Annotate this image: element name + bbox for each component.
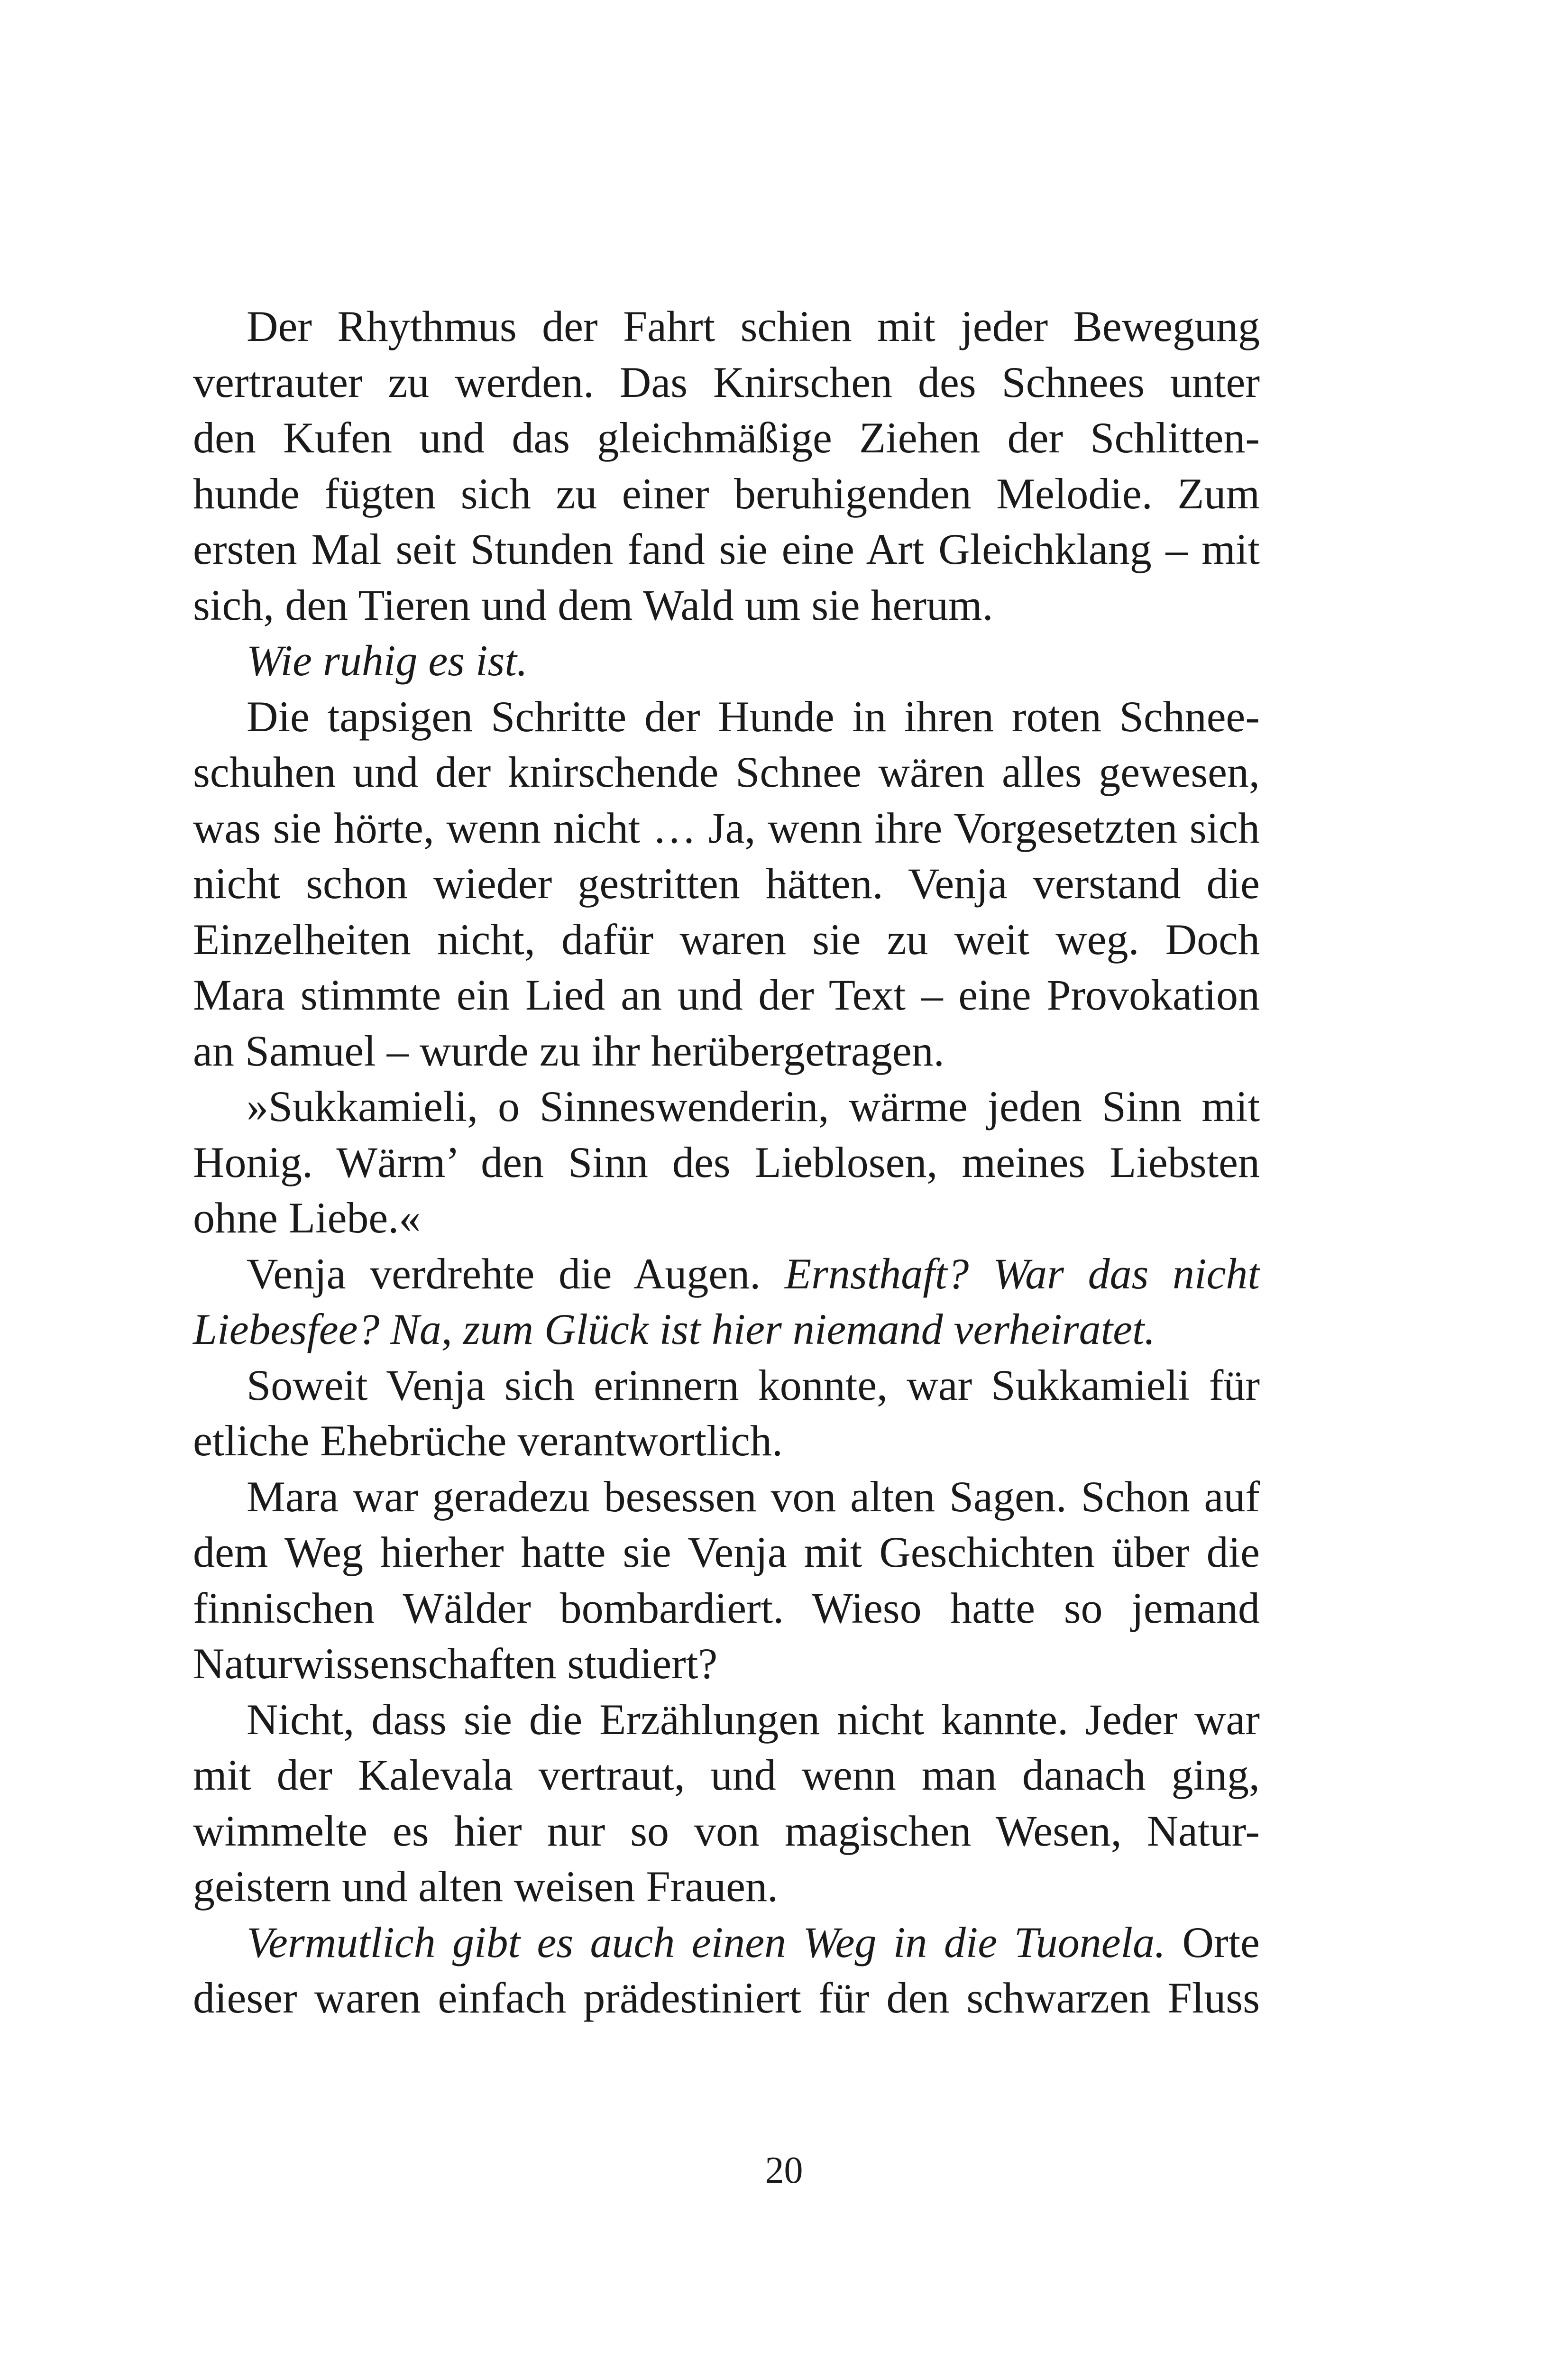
text-line: Die tapsigen Schritte der Hunde in ihren roten Schnee- (247, 692, 1260, 741)
text-line: dem Weg hierher hatte sie Venja mit Geschichten über die (193, 1528, 1260, 1576)
text-line (193, 1915, 1260, 1971)
text-line: ohne Liebe.« (193, 1194, 421, 1242)
paragraph (193, 1246, 1260, 1358)
text-line (193, 633, 1260, 689)
text-line: Naturwissenschaften studiert? (193, 1639, 718, 1688)
paragraph (193, 1469, 1260, 1692)
paragraph (193, 689, 1260, 1079)
page-number: 20 (765, 2150, 803, 2191)
text-line: wimmelte es hier nur so von magischen Wesen, Natur- (193, 1806, 1260, 1855)
text-line: Der Rhythmus der Fahrt schien mit jeder Bewegung (247, 302, 1260, 350)
paragraph (193, 1915, 1260, 2026)
body-text (193, 299, 1260, 2026)
paragraph (193, 1358, 1260, 1469)
text-line: hunde fügten sich zu einer beruhigenden Melodie. Zum (193, 469, 1260, 518)
text-line: »Sukkamieli, o Sinneswenderin, wärme jeden Sinn mit (247, 1082, 1260, 1130)
text-line: Mara war geradezu besessen von alten Sagen. Schon auf (247, 1472, 1260, 1521)
text-line: sich, den Tieren und dem Wald um sie herum. (193, 580, 993, 629)
text-line: dieser waren einfach prädestiniert für den schwarzen Fluss (193, 1974, 1260, 2022)
text-line: ersten Mal seit Stunden fand sie eine Art Gleichklang – mit (193, 525, 1260, 573)
text-line: den Kufen und das gleichmäßige Ziehen der Schlitten- (193, 414, 1260, 462)
text-segment: Orte (1182, 1918, 1260, 1967)
text-line (193, 1302, 1260, 1358)
text-line: nicht schon wieder gestritten hätten. Venja verstand die (193, 859, 1260, 908)
text-line: vertrauter zu werden. Das Knirschen des Schnees unter (193, 358, 1260, 406)
paragraph (193, 633, 1260, 689)
text-line: geistern und alten weisen Frauen. (193, 1862, 778, 1911)
italic-text: Wie ruhig es ist. (247, 636, 528, 685)
text-line: etliche Ehebrüche verantwortlich. (193, 1416, 783, 1465)
text-line: mit der Kalevala vertraut, und wenn man danach ging, (193, 1751, 1260, 1799)
italic-text: Vermutlich gibt es auch einen Weg in die Tuonela. (247, 1918, 1166, 1967)
text-segment: Venja verdrehte die Augen. (247, 1249, 785, 1298)
paragraph (193, 299, 1260, 633)
text-line: Mara stimmte ein Lied an und der Text – eine Provokation (193, 971, 1260, 1019)
italic-text: Liebesfee? Na, zum Glück ist hier niemand verheiratet. (193, 1305, 1155, 1353)
text-line: schuhen und der knirschende Schnee wären alles gewesen, (193, 748, 1260, 796)
text-line (193, 1246, 1260, 1302)
text-line: Honig. Wärm’ den Sinn des Lieblosen, meines Liebsten (193, 1138, 1260, 1186)
text-line: an Samuel – wurde zu ihr herübergetragen. (193, 1026, 944, 1075)
text-line: Nicht, dass sie die Erzählungen nicht kannte. Jeder war (247, 1695, 1260, 1744)
text-line: Soweit Venja sich erinnern konnte, war Sukkamieli für (247, 1360, 1260, 1409)
paragraph (193, 1692, 1260, 1915)
paragraph (193, 1079, 1260, 1246)
text-line: Einzelheiten nicht, dafür waren sie zu weit weg. Doch (193, 915, 1260, 964)
italic-text: Ernsthaft? War das nicht (784, 1249, 1260, 1298)
text-line: was sie hörte, wenn nicht … Ja, wenn ihre Vorgesetzten sich (193, 803, 1260, 852)
text-line: finnischen Wälder bombardiert. Wieso hatte so jemand (193, 1583, 1260, 1632)
